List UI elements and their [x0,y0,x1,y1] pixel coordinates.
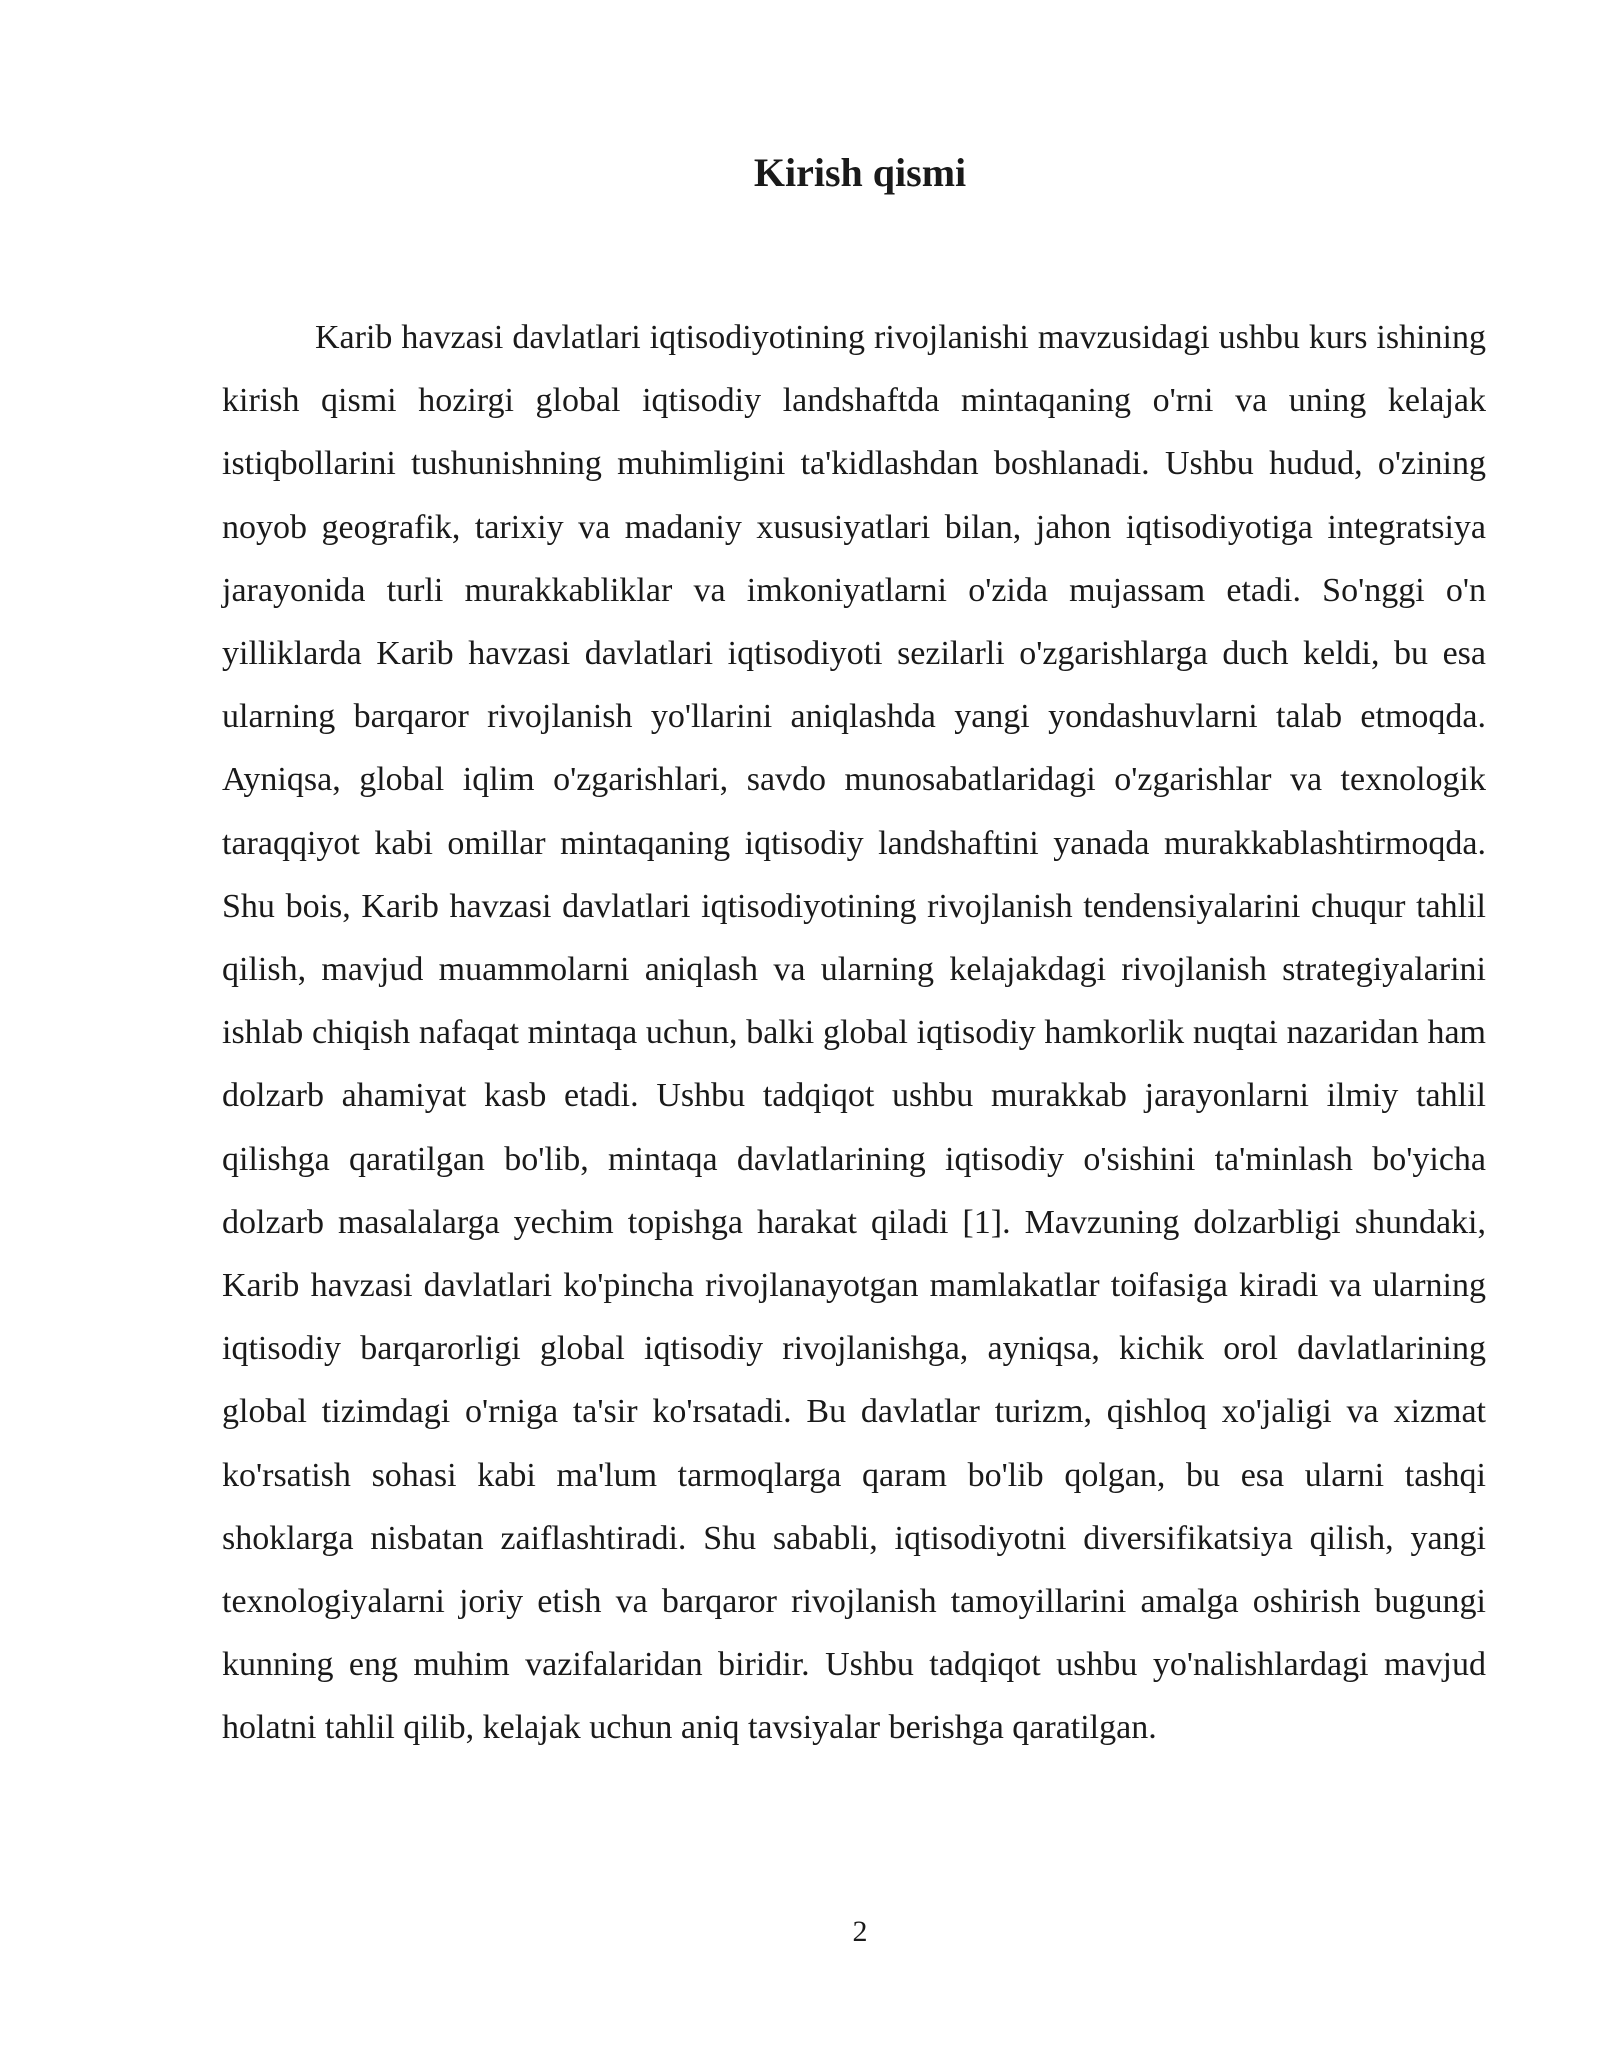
section-title: Kirish qismi [753,150,967,195]
body-paragraph: Karib havzasi davlatlari iqtisodiyotining rivojlanishi mavzusidagi ushbu kurs ishining kirish qismi hozirgi global iqtisodiy landshaftda mintaqaning o'rni va uning kelajak istiqbollarini tushunishning muhimligini ta'kidlashdan boshlanadi. Ushbu hudud, o'zining noyob geografik, tarixiy va madaniy xususiyatlari bilan, jahon iqtisodiyotiga integratsiya jarayonida turli murakkabliklar va imkoniyatlarni o'zida mujassam etadi. So'nggi o'n yilliklarda Karib havzasi davlatlari iqtisodiyoti sezilarli o'zgarishlarga duch keldi, bu esa ularning barqaror rivojlanish yo'llarini aniqlashda yangi yondashuvlarni talab etmoqda. Ayniqsa, global iqlim o'zgarishlari, savdo munosabatlaridagi o'zgarishlar va texnologik taraqqiyot kabi omillar mintaqaning iqtisodiy landshaftini yanada murakkablashtirmoqda. Shu bois, Karib havzasi davlatlari iqtisodiyotining rivojlanish tendensiyalarini chuqur tahlil qilish, mavjud muammolarni aniqlash va ularning kelajakdagi rivojlanish strategiyalarini ishlab chiqish nafaqat mintaqa uchun, balki global iqtisodiy hamkorlik nuqtai nazaridan ham dolzarb ahamiyat kasb etadi. Ushbu tadqiqot ushbu murakkab jarayonlarni ilmiy tahlil qilishga qaratilgan bo'lib, mintaqa davlatlarining iqtisodiy o'sishini ta'minlash bo'yicha dolzarb masalalarga yechim topishga harakat qiladi [1]. Mavzuning dolzarbligi shundaki, Karib havzasi davlatlari ko'pincha rivojlanayotgan mamlakatlar toifasiga kiradi va ularning iqtisodiy barqarorligi global iqtisodiy rivojlanishga, ayniqsa, kichik orol davlatlarining global tizimdagi o'rniga ta'sir ko'rsatadi. Bu davlatlar turizm, qishloq xo'jaligi va xizmat ko'rsatish sohasi kabi ma'lum tarmoqlarga qaram bo'lib qolgan, bu esa ularni tashqi shoklarga nisbatan zaiflashtiradi. Shu sababli, iqtisodiyotni diversifikatsiya qilish, yangi texnologiyalarni joriy etish va barqaror rivojlanish tamoyillarini amalga oshirish bugungi kunning eng muhim vazifalaridan biridir. Ushbu tadqiqot ushbu yo'nalishlardagi mavjud holatni tahlil qilib, kelajak uchun aniq tavsiyalar berishga qaratilgan. [222,319,1486,1747]
page-number: 2 [852,1915,868,1948]
